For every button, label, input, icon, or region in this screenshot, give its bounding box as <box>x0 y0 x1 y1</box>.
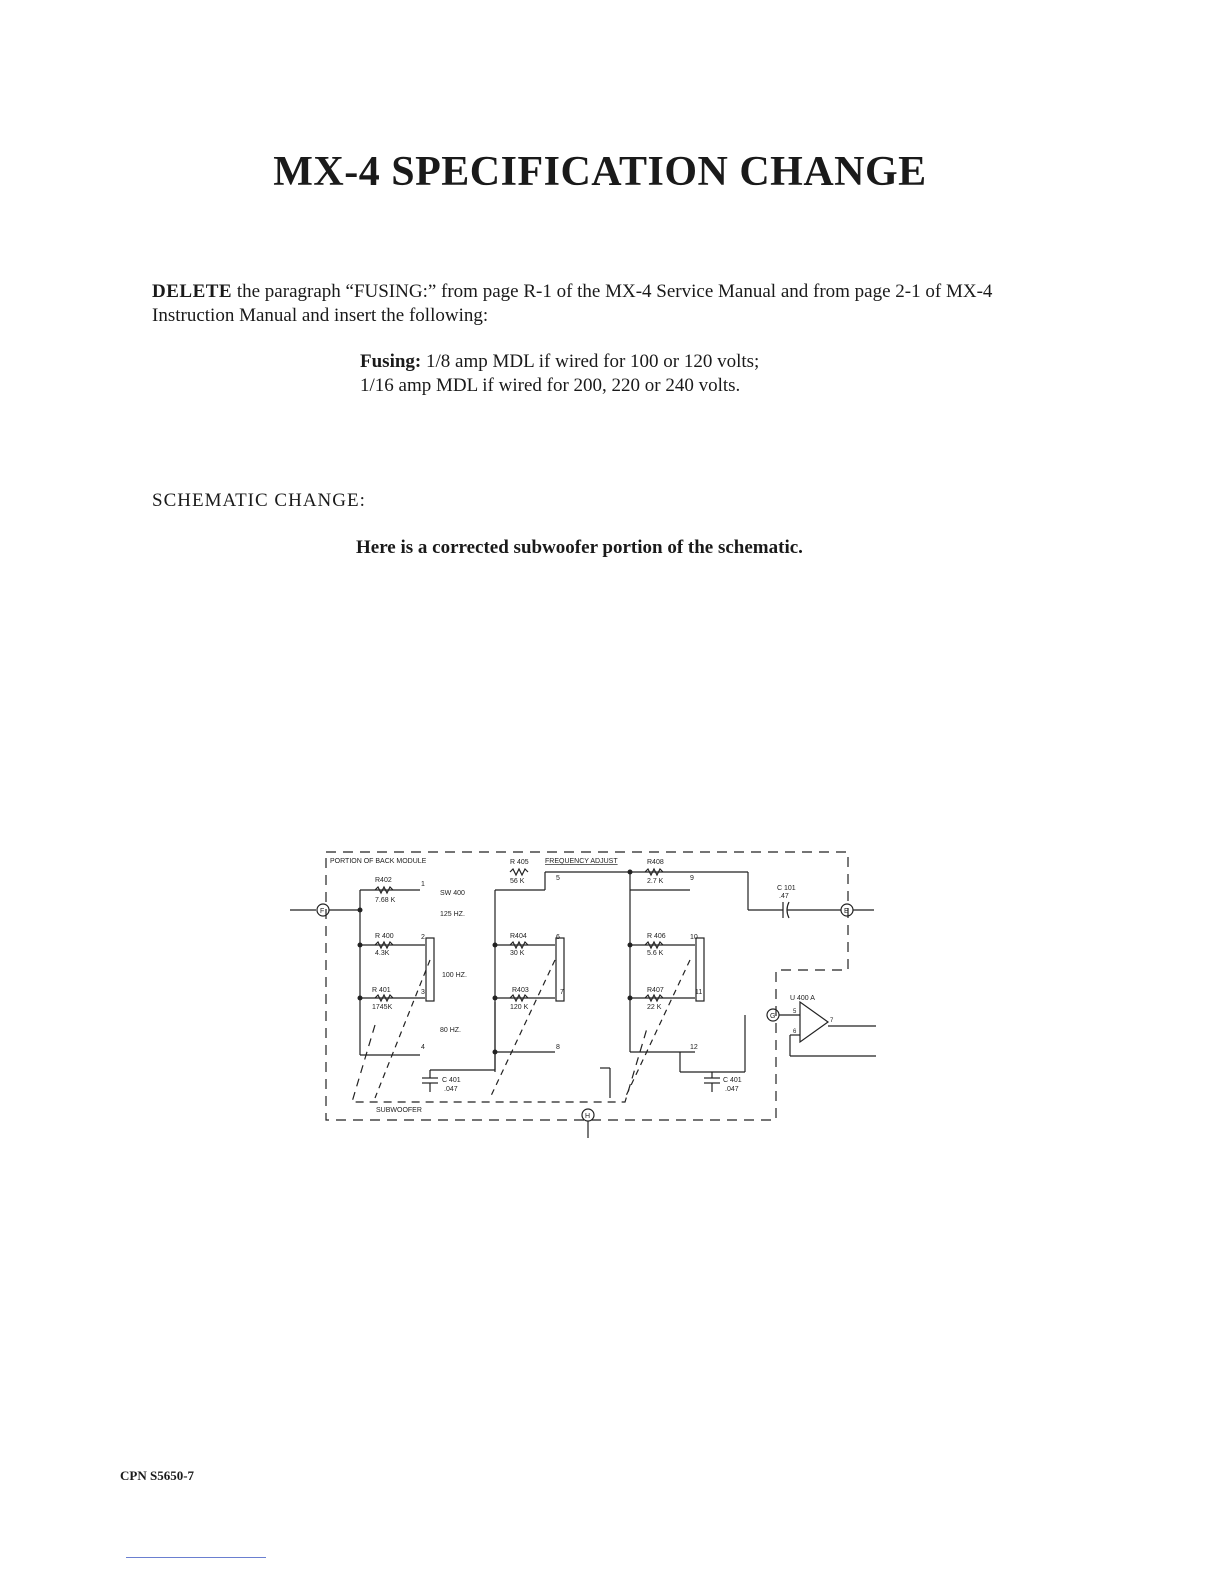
c101-value: .47 <box>779 893 789 900</box>
pin-10: 10 <box>690 934 698 941</box>
r403-value: 120 K <box>510 1004 529 1011</box>
pin-12: 12 <box>690 1044 698 1051</box>
frequency-adjust-label: FREQUENCY ADJUST <box>545 858 618 865</box>
node-e: E <box>844 908 849 915</box>
r401-label: R 401 <box>372 987 391 994</box>
node-h: H <box>585 1113 591 1120</box>
r406-label: R 406 <box>647 933 666 940</box>
footer-part-number: CPN S5650-7 <box>120 1468 195 1483</box>
schematic-subtitle: Here is a corrected subwoofer portion of the schematic. <box>356 537 803 558</box>
hz80-label: 80 HZ. <box>440 1027 462 1034</box>
c101-label: C 101 <box>777 885 796 892</box>
r402-value: 7.68 K <box>375 897 396 904</box>
fusing-label: Fusing: <box>360 351 422 372</box>
fusing-text-1: 1/8 amp MDL if wired for 100 or 120 volts; <box>421 351 760 372</box>
r404-value: 30 K <box>510 950 525 957</box>
opamp-pin-6: 6 <box>793 1029 797 1035</box>
r403-label: R403 <box>512 987 529 994</box>
delete-paragraph <box>152 280 1072 328</box>
hz125-label: 125 HZ. <box>440 911 465 918</box>
pin-2: 2 <box>421 934 425 941</box>
opamp-pin-5: 5 <box>793 1009 797 1015</box>
delete-text: the paragraph “FUSING:” from page R-1 of the MX-4 Service Manual and from page 2-1 of MX-4 Instruction Manual and insert the following: <box>152 281 993 326</box>
r402-label: R402 <box>375 877 392 884</box>
pin-6: 6 <box>556 934 560 941</box>
r407-value: 22 K <box>647 1004 662 1011</box>
pin-11: 11 <box>695 989 703 996</box>
delete-keyword: DELETE <box>152 281 233 302</box>
node-f: F <box>320 908 325 915</box>
pin-4: 4 <box>421 1044 425 1051</box>
pin-3: 3 <box>421 989 425 996</box>
subwoofer-label: SUBWOOFER <box>376 1107 422 1114</box>
schematic-heading: SCHEMATIC CHANGE: <box>152 490 366 511</box>
opamp-pin-7: 7 <box>830 1018 834 1024</box>
r404-label: R404 <box>510 933 527 940</box>
fusing-line-2: 1/16 amp MDL if wired for 200, 220 or 240 volts. <box>360 375 741 396</box>
r408-value: 2.7 K <box>647 878 664 885</box>
r400-label: R 400 <box>375 933 394 940</box>
r405-label: R 405 <box>510 859 529 866</box>
pin-9: 9 <box>690 875 694 882</box>
r407-label: R407 <box>647 987 664 994</box>
r408-label: R408 <box>647 859 664 866</box>
footer-rule <box>126 1557 266 1558</box>
c401b-label: C 401 <box>723 1077 742 1084</box>
fusing-line-1 <box>360 350 759 374</box>
subwoofer-schematic <box>280 840 880 1150</box>
module-label: PORTION OF BACK MODULE <box>330 858 427 865</box>
hz100-label: 100 HZ. <box>442 972 467 979</box>
u400-label: U 400 A <box>790 995 815 1002</box>
sw400-label: SW 400 <box>440 890 465 897</box>
r400-value: 4.3K <box>375 950 390 957</box>
c401b-value: .047 <box>725 1086 739 1093</box>
c401a-value: .047 <box>444 1086 458 1093</box>
node-g: G <box>770 1013 776 1020</box>
pin-7: 7 <box>560 989 564 996</box>
r401-value: 1745K <box>372 1004 393 1011</box>
r406-value: 5.6 K <box>647 950 664 957</box>
pin-8: 8 <box>556 1044 560 1051</box>
r405-value: 56 K <box>510 878 525 885</box>
pin-1: 1 <box>421 881 425 888</box>
pin-5: 5 <box>556 875 560 882</box>
c401a-label: C 401 <box>442 1077 461 1084</box>
page-title: MX-4 SPECIFICATION CHANGE <box>273 149 927 195</box>
